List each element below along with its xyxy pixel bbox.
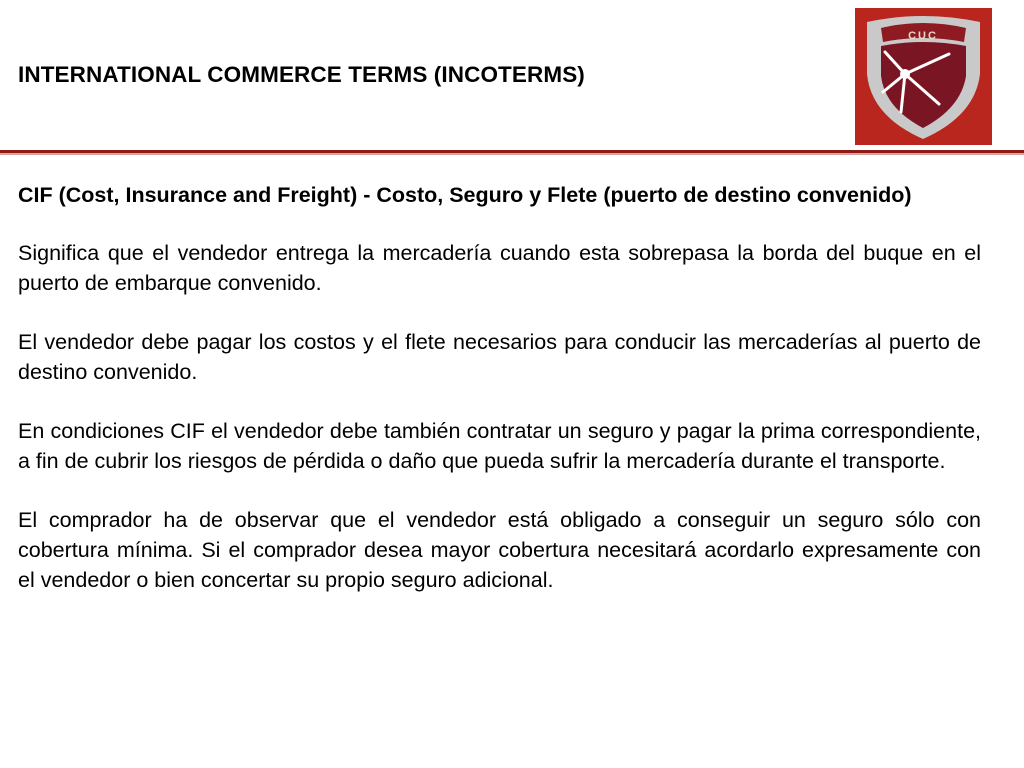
body-paragraph: El vendedor debe pagar los costos y el flete necesarios para conducir las mercaderías al puerto de destino convenido. <box>18 330 981 384</box>
slide-body <box>18 180 981 624</box>
body-paragraph: Significa que el vendedor entrega la mercadería cuando esta sobrepasa la borda del buque en el puerto de embarque convenido. <box>18 241 981 295</box>
slide-header <box>0 0 1024 150</box>
cuc-logo <box>855 8 992 145</box>
slide-title: INTERNATIONAL COMMERCE TERMS (INCOTERMS) <box>18 62 585 87</box>
body-paragraph: En condiciones CIF el vendedor debe también contratar un seguro y pagar la prima correspondiente, a fin de cubrir los riesgos de pérdida o daño que pueda sufrir la mercadería durante el transporte. <box>18 419 981 473</box>
body-paragraph: El comprador ha de observar que el vendedor está obligado a conseguir un seguro sólo con cobertura mínima. Si el comprador desea mayor cobertura necesitará acordarlo expresamente con el vendedor o bien concertar su propio seguro adicional. <box>18 508 981 592</box>
logo-text: CUC <box>908 30 938 42</box>
header-divider-shadow <box>0 153 1024 155</box>
section-subtitle: CIF (Cost, Insurance and Freight) - Costo, Seguro y Flete (puerto de destino convenido) <box>18 183 912 207</box>
